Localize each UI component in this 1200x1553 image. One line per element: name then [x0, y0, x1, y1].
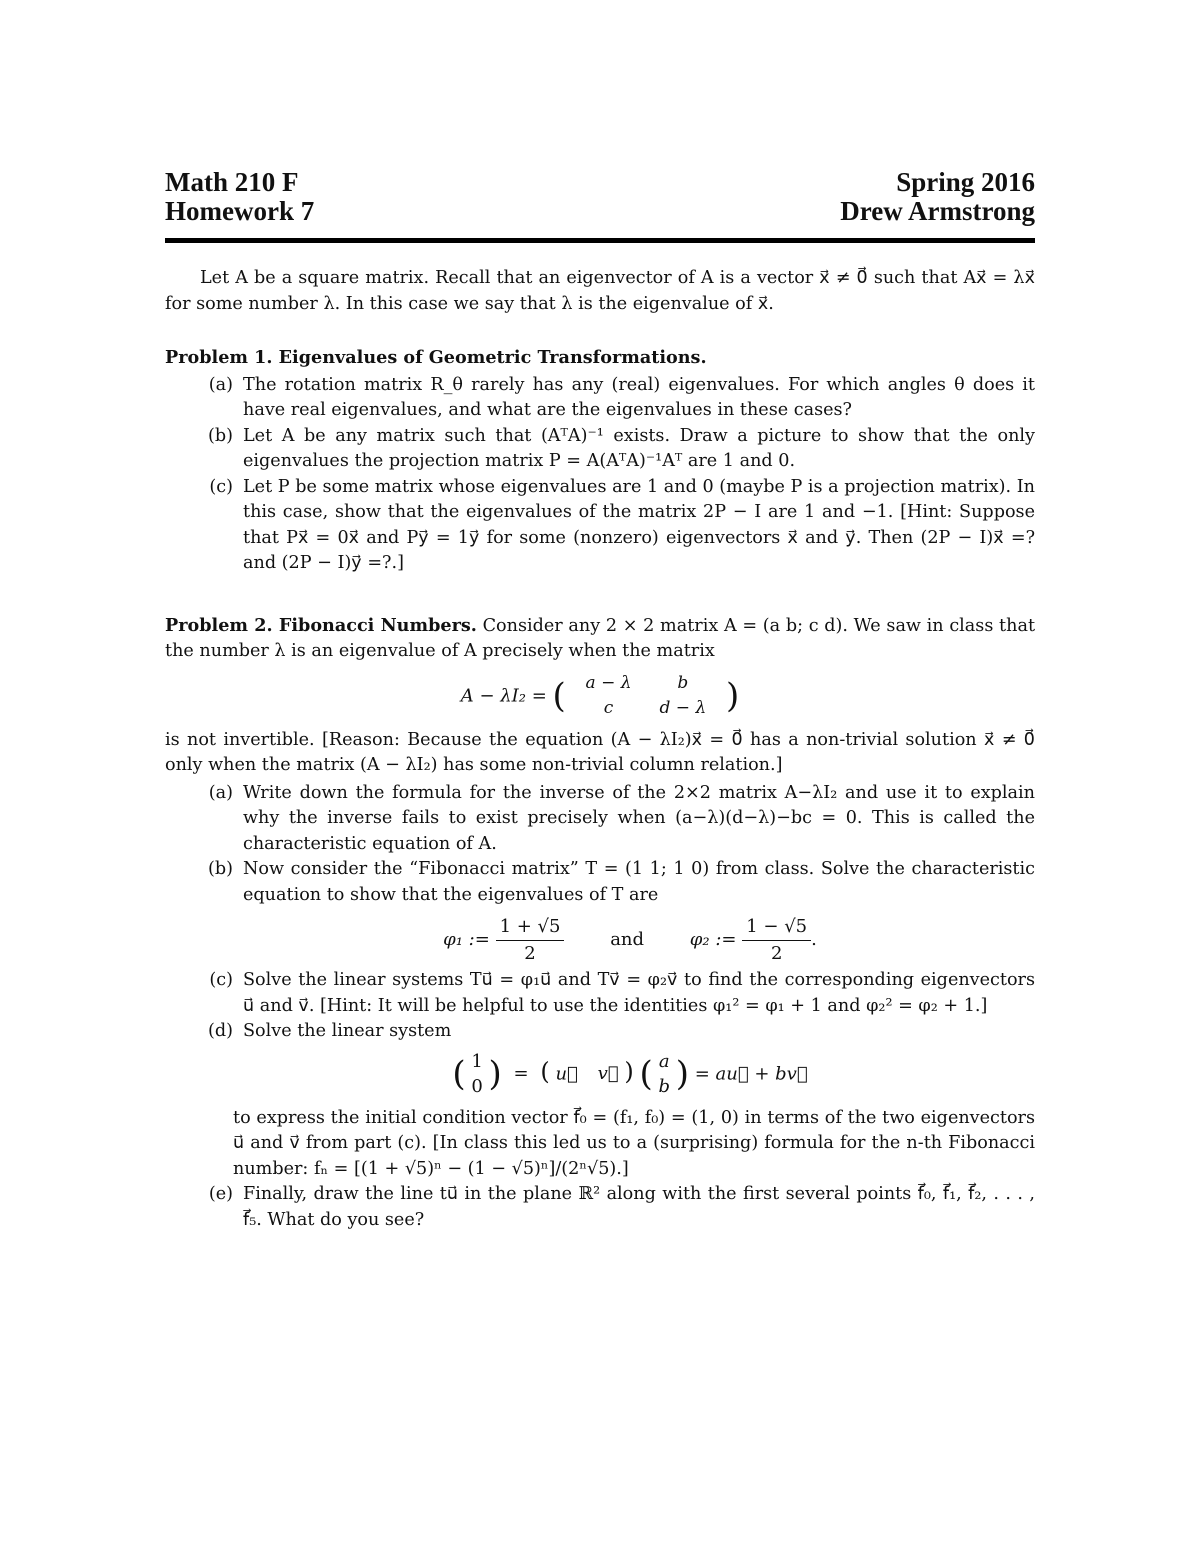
fraction-numerator: 1 + √5: [496, 914, 565, 941]
author: Drew Armstrong: [840, 196, 1035, 226]
vector-entry: a: [658, 1050, 670, 1072]
course-title: Math 210 F: [165, 167, 299, 197]
column-vector: [471, 1049, 482, 1100]
display-linear-system: [225, 1049, 1035, 1100]
problem-2-item-c: [165, 968, 1035, 1019]
vector-entry: b: [658, 1076, 670, 1097]
display-lhs: A − λI₂ =: [460, 685, 547, 706]
vector-v: v⃗: [597, 1063, 619, 1084]
paren-left: (: [639, 1053, 653, 1094]
matrix-entry: c: [603, 698, 614, 718]
item-text: Let A be any matrix such that (AᵀA)⁻¹ exists. Draw a picture to show that the only eigenvalues the projection matrix P = A(AᵀA)⁻¹Aᵀ are 1 and 0.: [243, 425, 1035, 471]
vector-u: u⃗: [555, 1063, 578, 1084]
problem-1-item-a: [165, 373, 1035, 424]
equals-sign: =: [513, 1063, 529, 1084]
item-text: Let P be some matrix whose eigenvalues are 1 and 0 (maybe P is a projection matrix). In this case, show that the eigenvalues of the matrix 2P − I are 1 and −1. [Hint: Suppose that Px⃗ = 0x⃗ and Py⃗ = 1y⃗ for some (nonzero) eigenvectors x⃗ and y⃗. Then (2P − I)x⃗ =? and (2P − I)y⃗ =?.]: [243, 476, 1035, 573]
fraction: [742, 914, 811, 966]
assignment-title: Homework 7: [165, 196, 315, 226]
problem-2-item-b: [165, 857, 1035, 908]
item-label: (c): [209, 476, 233, 497]
item-label: (b): [208, 859, 233, 879]
vector-entry: 1: [471, 1050, 483, 1072]
item-label: (b): [208, 425, 233, 446]
item-text: Solve the linear systems Tu⃗ = φ₁u⃗ and Tv⃗ = φ₂v⃗ to find the corresponding eigenvectors u⃗ and v⃗. [Hint: It will be helpful to use the identities φ₁² = φ₁ + 1 and φ₂² = φ₂ + 1.]: [243, 970, 1035, 1016]
problem-2-reason: is not invertible. [Reason: Because the equation (A − λI₂)x⃗ = 0⃗ has a non-trivial solution x⃗ ≠ 0⃗ only when the matrix (A − λI₂) has some non-trivial column relation.]: [165, 729, 1035, 775]
problem-1-item-c: [165, 475, 1035, 577]
item-text: Finally, draw the line tu⃗ in the plane ℝ² along with the first several points f⃗₀, f⃗₁, f⃗₂, . . . , f⃗₅. What do you see?: [243, 1184, 1035, 1230]
display-eigenvalues: φ₁ := $\frac{1 + √5}{2}$ and φ₂ := $\frac{1 - √5}{2}$ .: [225, 914, 1035, 966]
column-vector: [658, 1049, 670, 1100]
item-text: to express the initial condition vector f⃗₀ = (f₁, f₀) = (1, 0) in terms of the two eigenvectors u⃗ and v⃗ from part (c). [In class this led us to a (surprising) formula for the n-th Fibonacci number: fₙ = [(1 + √5)ⁿ − (1 − √5)ⁿ]/(2ⁿ√5).]: [233, 1107, 1035, 1179]
matrix-entry: d − λ: [659, 698, 707, 718]
problem-2-item-a: [165, 781, 1035, 858]
problem-2-item-d: [165, 1019, 1035, 1045]
problem-2-item-e: [165, 1182, 1035, 1233]
header-rule: [165, 238, 1035, 243]
paren-left: (: [452, 1053, 466, 1094]
matrix-entry: b: [677, 672, 689, 693]
phi2-label: φ₂ :=: [689, 929, 737, 950]
intro-paragraph: Let A be a square matrix. Recall that an eigenvector of A is a vector x⃗ ≠ 0⃗ such that Ax⃗ = λx⃗ for some number λ. In this case we say that λ is the eigenvalue of x⃗.: [165, 268, 1035, 314]
fraction-denominator: 2: [770, 942, 783, 964]
fraction: [496, 914, 565, 966]
item-text: Now consider the “Fibonacci matrix” T = (1 1; 1 0) from class. Solve the characteristic equation to show that the eigenvalues of T are: [243, 859, 1035, 905]
fraction-numerator: 1 − √5: [742, 914, 811, 941]
problem-2-lead: Consider any 2 × 2 matrix A = (a b; c d). We saw in class that the number λ is an eigenvalue of A precisely when the matrix: [165, 615, 1036, 661]
item-text: Write down the formula for the inverse of the 2×2 matrix A−λI₂ and use it to explain why the inverse fails to exist precisely when (a−λ)(d−λ)−bc = 0. This is called the characteristic equation of A.: [243, 782, 1035, 854]
and-word: and: [610, 929, 645, 950]
paren-right: ): [624, 1057, 634, 1085]
paren-right: ): [675, 1053, 689, 1094]
item-label: (d): [208, 1021, 233, 1041]
problem-1: [165, 345, 1035, 577]
problem-2-item-d-continued: [165, 1106, 1035, 1183]
paren-right: ): [488, 1053, 502, 1094]
item-label: (e): [208, 1184, 233, 1204]
item-label-spacer: [165, 1106, 233, 1183]
system-rhs: = au⃗ + bv⃗: [694, 1063, 808, 1084]
matrix-2x2: [572, 671, 721, 722]
item-label: (c): [209, 970, 233, 990]
content: [165, 266, 1035, 1233]
problem-2-intro: [165, 613, 1035, 665]
matrix-entry: a − λ: [585, 672, 632, 693]
item-label: (a): [208, 782, 233, 803]
problem-2: [165, 613, 1035, 1234]
paren-left: (: [552, 675, 566, 716]
paren-left: (: [540, 1057, 550, 1085]
term: Spring 2016: [896, 167, 1035, 197]
display-matrix-a-lambda: [165, 671, 1035, 722]
problem-2-title: Problem 2. Fibonacci Numbers.: [165, 614, 477, 636]
problem-1-item-b: [165, 424, 1035, 475]
item-text: Solve the linear system: [243, 1021, 452, 1041]
item-text: The rotation matrix R_θ rarely has any (real) eigenvalues. For which angles θ does it have real eigenvalues, and what are the eigenvalues in these cases?: [243, 374, 1035, 420]
header: [165, 168, 1035, 226]
phi1-label: φ₁ :=: [443, 929, 490, 950]
problem-1-title: Problem 1. Eigenvalues of Geometric Transformations.: [165, 347, 707, 368]
item-label: (a): [208, 374, 233, 395]
vector-entry: 0: [471, 1076, 483, 1097]
paren-right: ): [725, 675, 740, 716]
fraction-denominator: 2: [524, 942, 536, 964]
